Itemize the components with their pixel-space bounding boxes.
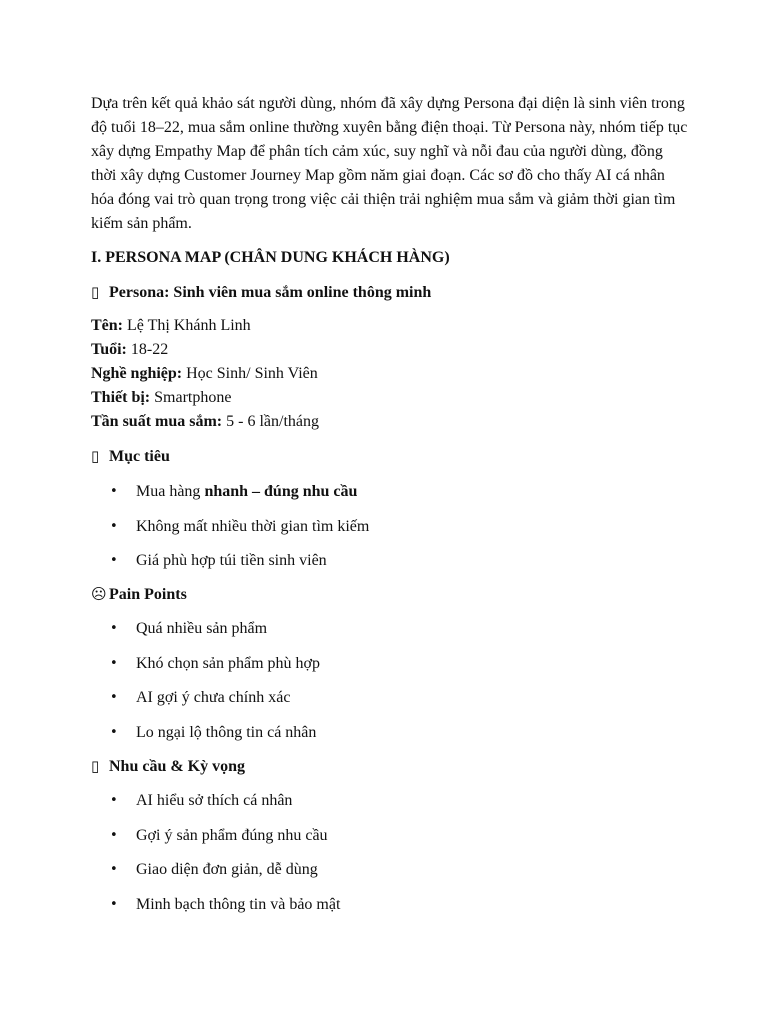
- list-item: • Gợi ý sản phẩm đúng nhu cầu: [91, 824, 691, 859]
- goals-title: Mục tiêu: [109, 448, 170, 465]
- persona-facts: [91, 314, 691, 434]
- pain-points-list: [91, 617, 691, 755]
- fact-frequency: Tần suất mua sắm: 5 - 6 lần/tháng: [91, 413, 320, 430]
- list-item: • AI hiểu sở thích cá nhân: [91, 789, 691, 824]
- goals-list: [91, 480, 691, 584]
- fact-age: Tuổi: 18-22: [91, 341, 169, 358]
- list-item: • Quá nhiều sản phẩm: [91, 617, 691, 652]
- list-item: • Lo ngại lộ thông tin cá nhân: [91, 721, 691, 756]
- list-item: • Minh bạch thông tin và bảo mật: [91, 893, 691, 928]
- list-item: • Mua hàng nhanh – đúng nhu cầu: [91, 480, 691, 515]
- list-item: • AI gợi ý chưa chính xác: [91, 686, 691, 721]
- pain-points-title: Pain Points: [109, 586, 187, 603]
- missing-glyph-icon: ▯: [91, 283, 100, 301]
- persona-title: Persona: Sinh viên mua sắm online thông minh: [109, 284, 432, 301]
- list-item: • Giá phù hợp túi tiền sinh viên: [91, 549, 691, 584]
- missing-glyph-icon: ▯: [91, 757, 100, 775]
- fact-device: Thiết bị: Smartphone: [91, 389, 232, 406]
- needs-list: [91, 789, 691, 927]
- fact-name: Tên: Lệ Thị Khánh Linh: [91, 317, 251, 334]
- needs-heading: [91, 754, 691, 779]
- list-item: • Khó chọn sản phẩm phù hợp: [91, 652, 691, 687]
- needs-title: Nhu cầu & Kỳ vọng: [109, 758, 246, 775]
- list-item: • Giao diện đơn giản, dễ dùng: [91, 858, 691, 893]
- sad-face-icon: ☹: [91, 585, 107, 603]
- persona-heading: [91, 280, 691, 305]
- fact-job: Nghề nghiệp: Học Sinh/ Sinh Viên: [91, 365, 318, 382]
- intro-paragraph: Dựa trên kết quả khảo sát người dùng, nhóm đã xây dựng Persona đại diện là sinh viên trong độ tuổi 18–22, mua sắm online thường xuyên bằng điện thoại. Từ Persona này, nhóm tiếp tục xây dựng Empathy Map để phân tích cảm xúc, suy nghĩ và nỗi đau của người dùng, đồng thời xây dựng Customer Journey Map gồm năm giai đoạn. Các sơ đồ cho thấy AI cá nhân hóa đóng vai trò quan trọng trong việc cải thiện trải nghiệm mua sắm và giảm thời gian tìm kiếm sản phẩm.: [91, 95, 688, 232]
- pain-points-heading: [91, 582, 691, 607]
- goals-heading: [91, 444, 691, 469]
- list-item: • Không mất nhiều thời gian tìm kiếm: [91, 515, 691, 550]
- section-heading-persona-map: I. PERSONA MAP (CHÂN DUNG KHÁCH HÀNG): [91, 249, 450, 266]
- missing-glyph-icon: ▯: [91, 447, 100, 465]
